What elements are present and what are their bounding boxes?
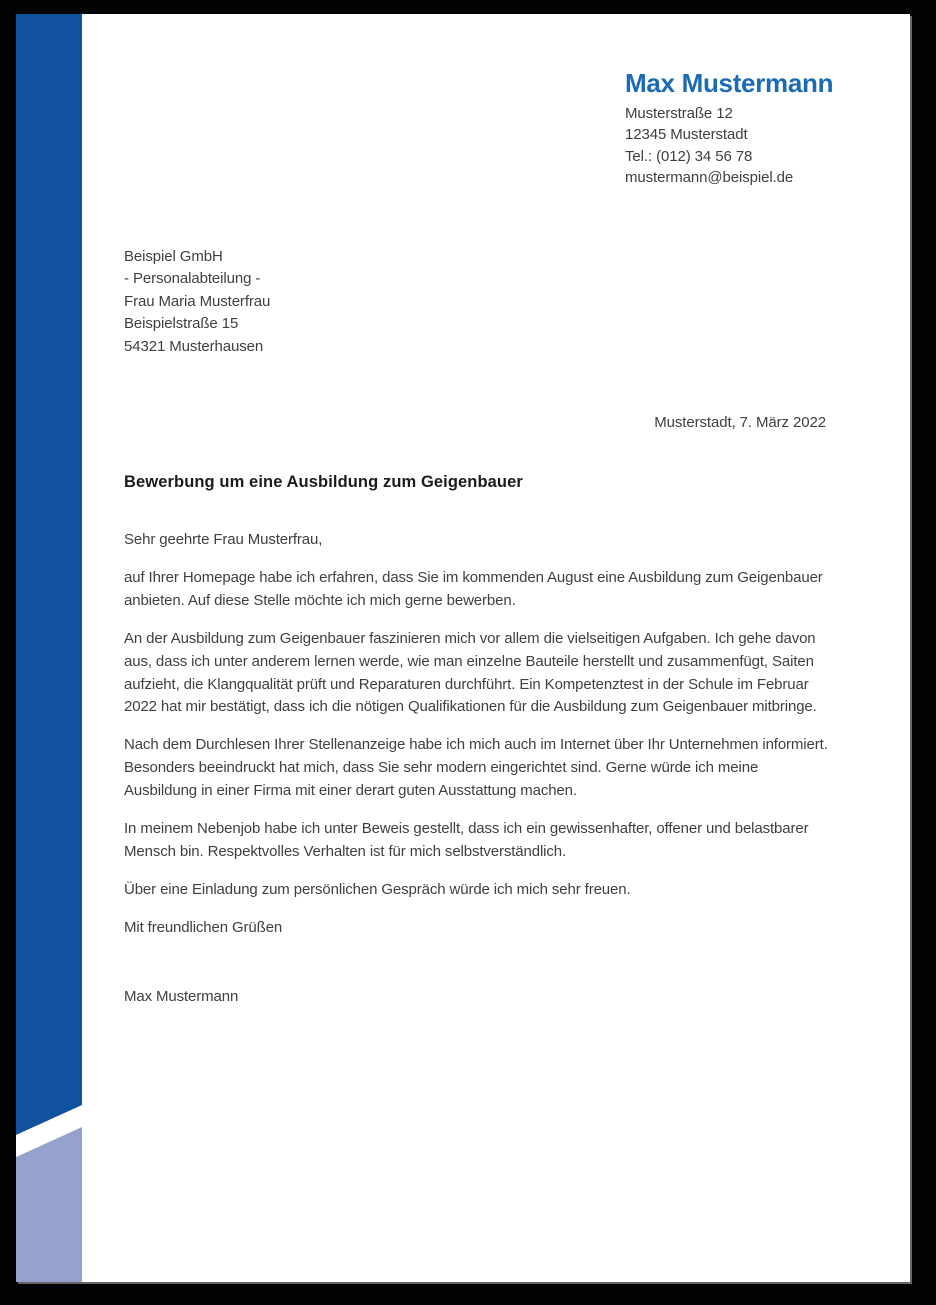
subject-line: Bewerbung um eine Ausbildung zum Geigenbauer (124, 473, 523, 491)
recipient-company: Beispiel GmbH (124, 248, 223, 265)
recipient-city: 54321 Musterhausen (124, 337, 264, 355)
sender-street: Musterstraße 12 (625, 105, 733, 122)
recipient-street: Beispielstraße 15 (124, 315, 239, 333)
letter-paragraph: An der Ausbildung zum Geigenbauer faszinieren mich vor allem die vielseitigen Aufgaben. Ich gehe davon aus, dass ich unter anderem lernen werde, wie man einzelne Bauteile herstellt und zusammenfügt, Saiten aufzieht, die Klangqualität prüft und Reparaturen durchführt. Ein Kompetenztest in der Schule im Februar 2022 hat mir bestätigt, dass ich die nötigen Qualifikationen für die Ausbildung zum Geigenbauer mitbringe. (124, 630, 817, 716)
sender-email: mustermann@beispiel.de (625, 169, 794, 187)
sender-block (625, 68, 833, 189)
closing-line: Mit freundlichen Grüßen (124, 919, 283, 937)
accent-stripe-blue (16, 14, 82, 1282)
sender-name: Max Mustermann (625, 68, 834, 98)
letter-paragraph: auf Ihrer Homepage habe ich erfahren, dass Sie im kommenden August eine Ausbildung zum Geigenbauer anbieten. Auf diese Stelle möchte ich mich gerne bewerben. (124, 569, 823, 609)
accent-stripe (16, 14, 82, 1282)
sender-city: 12345 Musterstadt (625, 126, 748, 144)
letter-paragraph: In meinem Nebenjob habe ich unter Beweis gestellt, dass ich ein gewissenhafter, offener und belastbarer Mensch bin. Respektvolles Verhalten ist für mich selbstverständlich. (124, 820, 809, 860)
letter-page (16, 14, 910, 1282)
date-line: Musterstadt, 7. März 2022 (654, 414, 826, 431)
salutation: Sehr geehrte Frau Musterfrau, (124, 531, 323, 548)
sender-phone: Tel.: (012) 34 56 78 (625, 147, 753, 165)
recipient-department: - Personalabteilung - (124, 270, 261, 288)
letter-body (124, 529, 828, 1024)
signature-name: Max Mustermann (124, 987, 239, 1005)
letter-paragraph: Über eine Einladung zum persönlichen Gespräch würde ich mich sehr freuen. (124, 880, 631, 898)
recipient-contact-person: Frau Maria Musterfrau (124, 292, 271, 310)
letter-paragraph: Nach dem Durchlesen Ihrer Stellenanzeige habe ich mich auch im Internet über Ihr Unternehmen informiert. Besonders beeindruckt hat mich, dass Sie sehr modern eingerichtet sind. Gerne würde ich meine Ausbildung in einer Firma mit einer derart guten Ausstattung machen. (124, 736, 828, 799)
recipient-block (124, 246, 270, 358)
